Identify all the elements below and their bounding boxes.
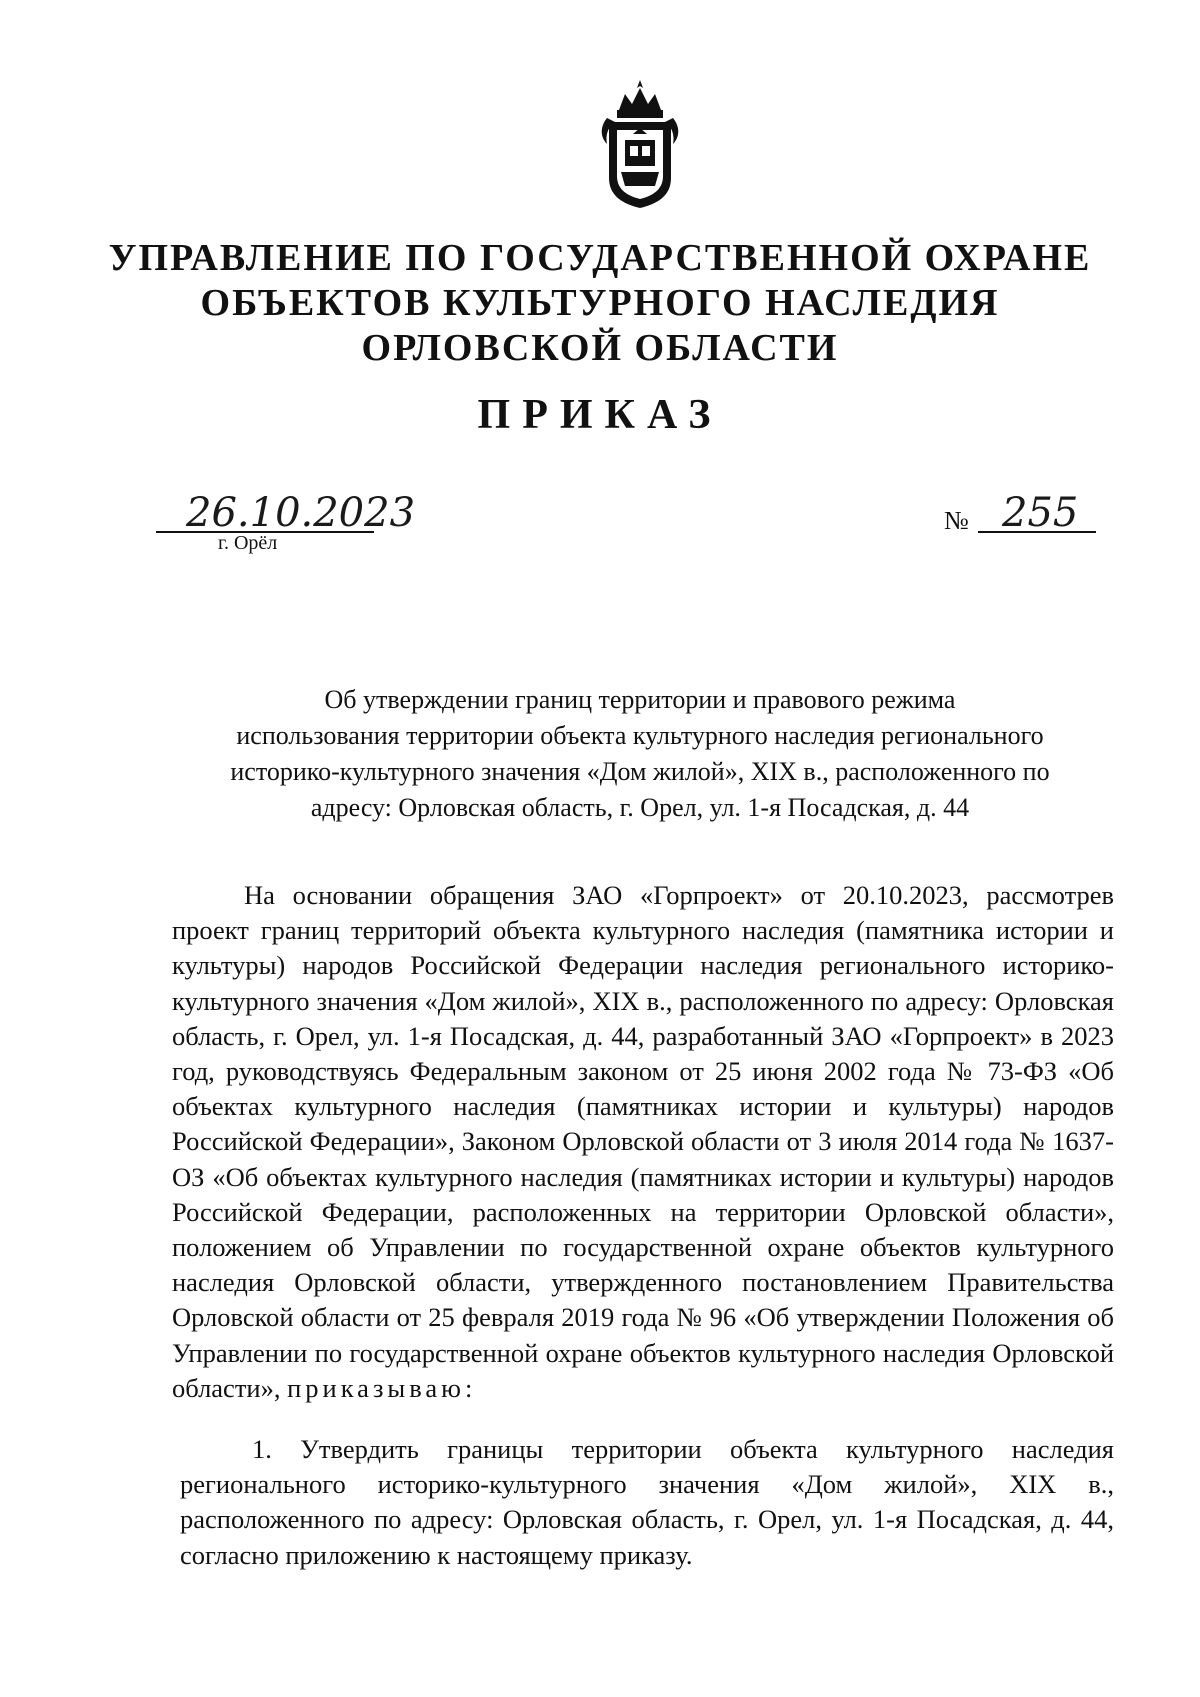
document-type-title: ПРИКАЗ — [477, 392, 723, 438]
order-item-1: 1. Утвердить границы территории объекта культурного наследия регионального историко-культурного значения «Дом жилой», XIX в., расположенного по адресу: Орловская область, г. Орел, ул. 1-я Посадская, д. 44, согласно приложению к настоящему приказу. — [180, 1434, 1114, 1570]
number-underline — [978, 531, 1096, 533]
number-label: № — [944, 506, 969, 535]
city-label: г. Орёл — [218, 532, 278, 554]
preamble-paragraph — [172, 878, 1114, 1406]
subject-line-2: использования территории объекта культурного наследия регионального — [236, 721, 1044, 750]
preamble-text: На основании обращения ЗАО «Горпроект» от 20.10.2023, рассмотрев проект границ территорий объекта культурного наследия (памятника истории и культуры) народов Российской Федерации наследия регионального историко-культурного значения «Дом жилой», XIX в., расположенного по адресу: Орловская область, г. Орел, ул. 1-я Посадская, д. 44, разработанный ЗАО «Горпроект» в 2023 год, руководствуясь Федеральным законом от 25 июня 2002 года № 73-ФЗ «Об объектах культурного наследия (памятниках истории и культуры) народов Российской Федерации», Законом Орловской области от 3 июля 2014 года № 1637-ОЗ «Об объектах культурного наследия (памятниках истории и культуры) народов Российской Федерации, расположенных на территории Орловской области», положением об Управлении по государственной охране объектов культурного наследия Орловской области, утвержденного постановлением Правительства Орловской области от 25 февраля 2019 года № 96 «Об утверждении Положения об Управлении по государственной охране объектов культурного наследия Орловской области», — [172, 880, 1114, 1403]
subject-line-1: Об утверждении границ территории и правового режима — [324, 685, 956, 714]
organization-line-2: ОБЪЕКТОВ КУЛЬТУРНОГО НАСЛЕДИЯ — [200, 282, 1000, 324]
handwritten-number: 255 — [1002, 490, 1079, 536]
orel-region-coat-of-arms-icon — [597, 78, 683, 210]
document-subject — [160, 682, 1120, 826]
organization-line-1: УПРАВЛЕНИЕ ПО ГОСУДАРСТВЕННОЙ ОХРАНЕ — [108, 237, 1092, 279]
organization-header — [0, 236, 1200, 371]
subject-line-4: адресу: Орловская область, г. Орел, ул. 1-я Посадская, д. 44 — [310, 793, 970, 822]
organization-line-3: ОРЛОВСКОЙ ОБЛАСТИ — [361, 327, 839, 369]
directive-word: приказываю: — [287, 1372, 477, 1403]
handwritten-date: 26.10.2023 — [186, 490, 416, 536]
subject-line-3: историко-культурного значения «Дом жилой», XIX в., расположенного по — [230, 757, 1050, 786]
